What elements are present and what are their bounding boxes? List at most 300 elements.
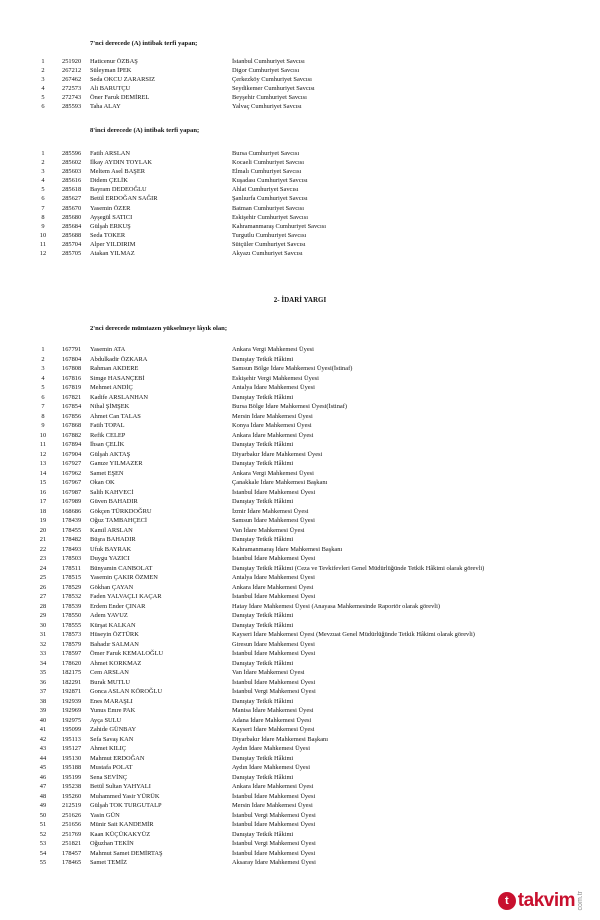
row-office: Turgutlu Cumhuriyet Savcısı [232, 231, 307, 239]
row-number: 2 [41, 355, 45, 363]
row-name: Seda OKCU ZARARSIZ [90, 76, 155, 84]
row-office: Kahramanmaraş Cumhuriyet Savcısı [232, 222, 327, 230]
row-office: Aydın İdare Mahkemesi Üyesi [232, 764, 311, 771]
row-sicil: 251920 [62, 58, 82, 65]
list-row [0, 630, 600, 640]
row-name: Ahmet KILIÇ [90, 745, 127, 752]
row-sicil: 251626 [62, 811, 82, 819]
row-name: Mehmet ANDİÇ [90, 384, 133, 391]
list-row [0, 158, 600, 167]
row-name: Haticenur ÖZBAŞ [90, 58, 138, 65]
row-sicil: 167987 [62, 488, 82, 496]
row-office: Ankara İdare Mahkemesi Üyesi [232, 783, 314, 790]
row-office: İstanbul İdare Mahkemesi Üyesi [232, 792, 316, 800]
row-name: Kamil ARSLAN [90, 526, 133, 534]
row-name: Enes MARAŞLI [90, 697, 133, 705]
list-row [0, 450, 600, 460]
row-office: Ankara İdare Mahkemesi Üyesi [232, 583, 314, 591]
row-number: 50 [39, 811, 47, 819]
row-sicil: 285688 [62, 231, 82, 239]
list-row [0, 535, 600, 545]
row-office: Mersin İdare Mahkemesi Üyesi [232, 802, 313, 809]
row-number: 8 [41, 213, 45, 221]
list-row [0, 621, 600, 631]
row-name: Erdem Ender ÇINAR [90, 602, 146, 610]
row-name: Abdulkadir ÖZKARA [90, 355, 148, 363]
row-sicil: 285627 [62, 195, 82, 203]
row-office: İstanbul İdare Mahkemesi Üyesi [232, 488, 316, 496]
row-sicil: 195130 [62, 754, 82, 762]
list-row [0, 573, 600, 583]
row-name: Yasemin ATA [90, 346, 126, 353]
row-office: Danıştay Tetkik Hâkimi [232, 441, 294, 448]
row-number: 48 [39, 792, 47, 800]
row-name: Nihal ŞİMŞEK [90, 403, 130, 410]
row-name: Muhammed Yasir YÜRÜK [90, 792, 160, 800]
row-number: 14 [39, 469, 47, 477]
takvim-logo-domain: com.tr [577, 891, 584, 911]
row-name: Güven BAHADIR [90, 498, 138, 505]
row-sicil: 212519 [62, 802, 82, 809]
row-sicil: 178439 [62, 517, 82, 524]
row-office: Samsun İdare Mahkemesi Üyesi [232, 517, 315, 524]
row-sicil: 272573 [62, 85, 82, 93]
row-name: Duygu YAZICI [90, 555, 130, 562]
row-name: Samet TEMİZ [90, 859, 127, 866]
row-office: Van İdare Mahkemesi Üyesi [232, 526, 305, 534]
list-row [0, 564, 600, 574]
list-row [0, 839, 600, 849]
list-row [0, 194, 600, 203]
row-office: İstanbul İdare Mahkemesi Üyesi [232, 650, 316, 657]
list-row [0, 592, 600, 602]
row-number: 53 [39, 840, 47, 847]
row-office: Danıştay Tetkik Hâkimi [232, 460, 294, 467]
row-sicil: 195199 [62, 773, 82, 781]
row-name: Gonca ASLAN KÖROĞLU [90, 688, 163, 695]
row-name: Rahman AKDERE [90, 365, 139, 372]
row-name: Ahmet Can TALAS [90, 412, 141, 420]
row-number: 45 [39, 764, 47, 771]
row-name: Gökçen TÜRKDOĞRU [90, 507, 152, 515]
row-sicil: 285616 [62, 177, 82, 185]
row-sicil: 192939 [62, 697, 82, 705]
row-name: Fatih TOPAL [90, 422, 125, 429]
row-name: Bahadır SALMAN [90, 640, 139, 648]
row-sicil: 251821 [62, 840, 82, 847]
row-office: Hatay İdare Mahkemesi Üyesi (Anayasa Mahkemesinde Raportör olarak görevli) [232, 602, 440, 610]
list-row [0, 649, 600, 659]
row-office: Çanakkale İdare Mahkemesi Başkanı [232, 479, 328, 486]
row-office: Antalya İdare Mahkemesi Üyesi [232, 384, 315, 391]
row-number: 20 [39, 526, 47, 534]
list-row [0, 374, 600, 384]
row-number: 12 [39, 250, 47, 258]
row-office: Batman Cumhuriyet Savcısı [232, 204, 305, 212]
row-office: İstanbul İdare Mahkemesi Üyesi [232, 678, 316, 686]
row-office: Kuşadası Cumhuriyet Savcısı [232, 177, 308, 185]
row-name: Bayram DEDEOĞLU [90, 186, 147, 194]
row-sicil: 285705 [62, 250, 82, 258]
row-name: Ömer Faruk KEMALOĞLU [90, 650, 164, 657]
row-sicil: 285602 [62, 159, 82, 167]
row-number: 10 [39, 231, 47, 239]
row-number: 32 [39, 640, 47, 648]
row-number: 23 [39, 555, 47, 562]
row-name: Ufuk BAYRAK [90, 545, 132, 553]
row-sicil: 178579 [62, 640, 82, 648]
row-number: 51 [39, 821, 47, 828]
row-number: 12 [39, 450, 47, 458]
list-row [0, 66, 600, 75]
section-heading-idari: 2'nci derecede mümtazen yükselmeye lâyık olan; [90, 325, 228, 332]
row-office: İstanbul İdare Mahkemesi Üyesi [232, 849, 316, 857]
row-name: Sefa Savaş KAN [90, 735, 134, 743]
list-row [0, 497, 600, 507]
row-name: Süleyman İPEK [90, 67, 132, 75]
row-office: Ankara Vergi Mahkemesi Üyesi [232, 346, 314, 353]
list-row [0, 516, 600, 526]
row-number: 54 [39, 849, 47, 857]
row-office: Danıştay Tetkik Hâkimi [232, 393, 294, 401]
row-number: 6 [41, 103, 45, 111]
list-row [0, 735, 600, 745]
row-sicil: 285680 [62, 213, 82, 221]
row-office: İstanbul Vergi Mahkemesi Üyesi [232, 688, 316, 695]
row-sicil: 167804 [62, 355, 82, 363]
row-sicil: 178503 [62, 555, 82, 562]
row-office: Danıştay Tetkik Hâkimi [232, 659, 294, 667]
row-office: Danıştay Tetkik Hâkimi (Ceza ve Tevkifevleri Genel Müdürlüğünde Tetkik Hâkimi olarak görevli) [232, 564, 485, 572]
row-office: Çerkezköy Cumhuriyet Savcısı [232, 76, 312, 84]
row-name: Ali BARUTÇU [90, 85, 131, 93]
row-name: Okan OK [90, 479, 115, 486]
row-name: Bünyamin CANBOLAT [90, 564, 153, 572]
row-sicil: 178529 [62, 583, 82, 591]
row-office: Digor Cumhuriyet Savcısı [232, 67, 300, 75]
row-number: 44 [39, 754, 47, 762]
row-number: 3 [41, 76, 45, 84]
row-name: İlkay AYDIN TOYLAK [90, 159, 153, 167]
row-office: Kayseri İdare Mahkemesi Üyesi [232, 726, 315, 733]
row-number: 4 [41, 85, 45, 93]
row-office: Şanlıurfa Cumhuriyet Savcısı [232, 195, 308, 203]
section-heading-8: 8'inci derecede (A) intibak terfi yapan; [90, 127, 200, 134]
row-sicil: 178515 [62, 574, 82, 581]
list-row [0, 364, 600, 374]
list-row [0, 355, 600, 365]
row-office: Konya İdare Mahkemesi Üyesi [232, 422, 312, 429]
row-office: Diyarbakır İdare Mahkemesi Başkanı [232, 735, 329, 743]
row-office: Diyarbakır İdare Mahkemesi Üyesi [232, 450, 323, 458]
list-row [0, 792, 600, 802]
row-number: 47 [39, 783, 47, 790]
row-office: Danıştay Tetkik Hâkimi [232, 754, 294, 762]
row-number: 39 [39, 707, 47, 714]
row-name: Gökhan ÇAYAN [90, 583, 134, 591]
row-name: Yunus Emre PAK [90, 707, 136, 714]
list-section-7 [0, 57, 600, 112]
row-office: Beyşehir Cumhuriyet Savcısı [232, 94, 307, 102]
list-row [0, 801, 600, 811]
row-name: Büşra BAHADIR [90, 536, 136, 543]
row-number: 7 [41, 403, 45, 410]
row-number: 36 [39, 678, 47, 686]
row-sicil: 285670 [62, 204, 82, 212]
list-row [0, 706, 600, 716]
row-office: Eskişehir Vergi Mahkemesi Üyesi [232, 374, 319, 382]
row-sicil: 267212 [62, 67, 82, 75]
row-name: Münir Sait KANDEMİR [90, 821, 154, 828]
row-sicil: 192975 [62, 716, 82, 724]
row-number: 55 [39, 859, 47, 866]
row-name: Mahmut Samet DEMİRTAŞ [90, 849, 163, 857]
row-sicil: 167816 [62, 374, 82, 382]
list-row [0, 249, 600, 258]
row-name: Betül Sultan YAHYALI [90, 783, 151, 790]
row-office: İstanbul İdare Mahkemesi Üyesi [232, 555, 316, 562]
row-number: 42 [39, 735, 47, 743]
row-name: Gülşah TOK TURGUTALP [90, 802, 162, 809]
row-name: Fatih ARSLAN [90, 150, 130, 157]
list-row [0, 176, 600, 185]
row-name: Kürşat KALKAN [90, 621, 136, 629]
row-name: Yasemin ÖZER [90, 204, 131, 212]
list-row [0, 412, 600, 422]
list-row [0, 782, 600, 792]
row-number: 34 [39, 659, 47, 667]
list-row [0, 84, 600, 93]
list-row [0, 602, 600, 612]
row-number: 1 [41, 346, 45, 353]
row-number: 16 [39, 488, 47, 496]
row-office: Bursa Bölge İdare Mahkemesi Üyesi(İstinaf) [232, 403, 347, 410]
row-sicil: 167989 [62, 498, 82, 505]
row-name: Ahmet KORKMAZ [90, 659, 142, 667]
list-row [0, 820, 600, 830]
row-number: 24 [39, 564, 47, 572]
list-row [0, 773, 600, 783]
row-name: Kadife ARSLANHAN [90, 393, 149, 401]
row-office: İstanbul Vergi Mahkemesi Üyesi [232, 840, 316, 847]
row-name: Gamze YILMAZER [90, 460, 143, 467]
row-office: Mersin İdare Mahkemesi Üyesi [232, 412, 313, 420]
list-row [0, 204, 600, 213]
row-name: Sena SEVİNÇ [90, 773, 128, 781]
row-sicil: 285603 [62, 168, 82, 176]
list-row [0, 57, 600, 66]
row-sicil: 178455 [62, 526, 82, 534]
row-number: 10 [39, 431, 47, 439]
row-name: Adem YAVUZ [90, 612, 128, 619]
row-number: 3 [41, 365, 45, 372]
row-name: Mustafa POLAT [90, 764, 133, 771]
row-name: Refik CELEP [90, 431, 126, 439]
row-sicil: 167821 [62, 393, 82, 401]
list-row [0, 811, 600, 821]
list-row [0, 421, 600, 431]
row-office: Ankara İdare Mahkemesi Üyesi [232, 431, 314, 439]
row-number: 41 [39, 726, 47, 733]
list-row [0, 393, 600, 403]
row-name: Kaan KÜÇÜKAKYÜZ [90, 830, 151, 838]
list-row [0, 725, 600, 735]
row-sicil: 195238 [62, 783, 82, 790]
row-name: Oğuz TAMBAHÇECİ [90, 517, 148, 524]
row-number: 21 [39, 536, 47, 543]
row-number: 37 [39, 688, 47, 695]
row-name: Salih KAHVECİ [90, 488, 134, 496]
row-name: Taha ALAY [90, 103, 121, 111]
row-name: Yasemin ÇAKIR ÖZMEN [90, 574, 158, 581]
row-number: 7 [41, 204, 45, 212]
list-row [0, 697, 600, 707]
row-sicil: 167819 [62, 384, 82, 391]
row-name: Öner Faruk DEMİREL [90, 94, 150, 102]
row-sicil: 267462 [62, 76, 82, 84]
row-sicil: 195099 [62, 726, 82, 733]
row-number: 11 [39, 441, 47, 448]
list-row [0, 383, 600, 393]
list-row [0, 222, 600, 231]
row-number: 1 [41, 58, 45, 65]
row-office: Manisa İdare Mahkemesi Üyesi [232, 707, 314, 714]
takvim-logo-text: takvim [517, 890, 575, 911]
row-name: Meltem Asel BAŞER [90, 168, 146, 176]
row-sicil: 178550 [62, 612, 82, 619]
row-sicil: 167868 [62, 422, 82, 429]
row-sicil: 251769 [62, 830, 82, 838]
row-office: Adana İdare Mahkemesi Üyesi [232, 716, 312, 724]
takvim-watermark [498, 890, 584, 912]
row-office: Danıştay Tetkik Hâkimi [232, 498, 294, 505]
list-row [0, 545, 600, 555]
row-office: Yalvaç Cumhuriyet Savcısı [232, 103, 302, 111]
row-sicil: 285618 [62, 186, 82, 194]
row-number: 2 [41, 67, 45, 75]
row-number: 1 [41, 150, 45, 157]
row-sicil: 182291 [62, 678, 82, 686]
row-sicil: 178511 [62, 564, 81, 572]
row-office: Sütçüler Cumhuriyet Savcısı [232, 240, 306, 248]
row-office: Danıştay Tetkik Hâkimi [232, 612, 294, 619]
list-section-8 [0, 149, 600, 258]
row-number: 4 [41, 177, 45, 185]
row-sicil: 167808 [62, 365, 82, 372]
list-row [0, 858, 600, 868]
row-number: 2 [41, 159, 45, 167]
row-office: Danıştay Tetkik Hâkimi [232, 773, 294, 781]
row-office: Giresun İdare Mahkemesi Üyesi [232, 640, 315, 648]
row-name: Oğuzhan TEKİN [90, 840, 134, 847]
row-number: 19 [39, 517, 47, 524]
list-row [0, 754, 600, 764]
row-number: 8 [41, 412, 45, 420]
row-sicil: 195127 [62, 745, 82, 752]
list-row [0, 830, 600, 840]
list-row [0, 478, 600, 488]
row-office: İstanbul Vergi Mahkemesi Üyesi [232, 811, 316, 819]
row-number: 6 [41, 393, 45, 401]
row-number: 40 [39, 716, 47, 724]
row-office: İstanbul İdare Mahkemesi Üyesi [232, 593, 316, 600]
list-row [0, 583, 600, 593]
row-sicil: 195188 [62, 764, 82, 771]
row-sicil: 178620 [62, 659, 82, 667]
list-row [0, 440, 600, 450]
list-row [0, 763, 600, 773]
list-row [0, 469, 600, 479]
row-name: Ayça SULU [90, 716, 122, 724]
row-sicil: 285684 [62, 222, 82, 230]
row-office: Samsun Bölge İdare Mahkemesi Üyesi(İstinaf) [232, 365, 353, 372]
row-sicil: 178539 [62, 602, 82, 610]
row-name: Mahmut ERDOĞAN [90, 754, 145, 762]
row-sicil: 167854 [62, 403, 82, 410]
row-name: Faden YALVAÇLI KAÇAR [90, 593, 162, 600]
row-number: 35 [39, 669, 47, 676]
row-office: Aydın İdare Mahkemesi Üyesi [232, 745, 311, 752]
row-sicil: 167856 [62, 412, 82, 420]
list-row [0, 744, 600, 754]
row-number: 31 [39, 631, 47, 638]
row-office: İstanbul İdare Mahkemesi Üyesi [232, 821, 316, 828]
row-sicil: 182175 [62, 669, 82, 676]
row-name: Gülşah ERKUŞ [90, 222, 131, 230]
list-row [0, 526, 600, 536]
list-row [0, 213, 600, 222]
row-sicil: 178493 [62, 545, 82, 553]
row-office: Kayseri İdare Mahkemesi Üyesi (Mevzuat Genel Müdürlüğünde Tetkik Hâkimi olarak görevli) [232, 631, 475, 638]
row-office: Elmalı Cumhuriyet Savcısı [232, 168, 302, 176]
row-number: 25 [39, 574, 47, 581]
row-name: Ayşegül SATICI [90, 213, 133, 221]
row-name: Gülşah AKTAŞ [90, 450, 131, 458]
list-row [0, 185, 600, 194]
row-office: Van İdare Mahkemesi Üyesi [232, 669, 305, 676]
row-number: 18 [39, 507, 47, 515]
row-name: Alper YILDIRIM [90, 240, 136, 248]
row-sicil: 167882 [62, 431, 82, 439]
row-sicil: 285596 [62, 150, 82, 157]
list-row [0, 554, 600, 564]
list-row [0, 93, 600, 102]
row-sicil: 251656 [62, 821, 82, 828]
list-row [0, 345, 600, 355]
row-number: 17 [39, 498, 47, 505]
row-name: Atakan YILMAZ [90, 250, 135, 258]
row-name: Betül ERDOĞAN SAĞIR [90, 195, 158, 203]
row-office: Eskişehir Cumhuriyet Savcısı [232, 213, 308, 221]
list-row [0, 678, 600, 688]
row-office: Danıştay Tetkik Hâkimi [232, 621, 294, 629]
row-sicil: 167962 [62, 469, 82, 477]
row-sicil: 167927 [62, 460, 82, 467]
list-row [0, 668, 600, 678]
list-row [0, 640, 600, 650]
row-name: Simge HASANÇEBİ [90, 374, 145, 382]
row-sicil: 167791 [62, 346, 82, 353]
row-number: 52 [39, 830, 47, 838]
list-row [0, 459, 600, 469]
row-sicil: 178573 [62, 631, 82, 638]
row-sicil: 167894 [62, 441, 82, 448]
row-number: 5 [41, 186, 45, 194]
row-name: Didem ÇELİK [90, 177, 128, 185]
row-name: Zahide GÜNBAY [90, 726, 137, 733]
row-number: 30 [39, 621, 47, 629]
row-number: 29 [39, 612, 47, 619]
